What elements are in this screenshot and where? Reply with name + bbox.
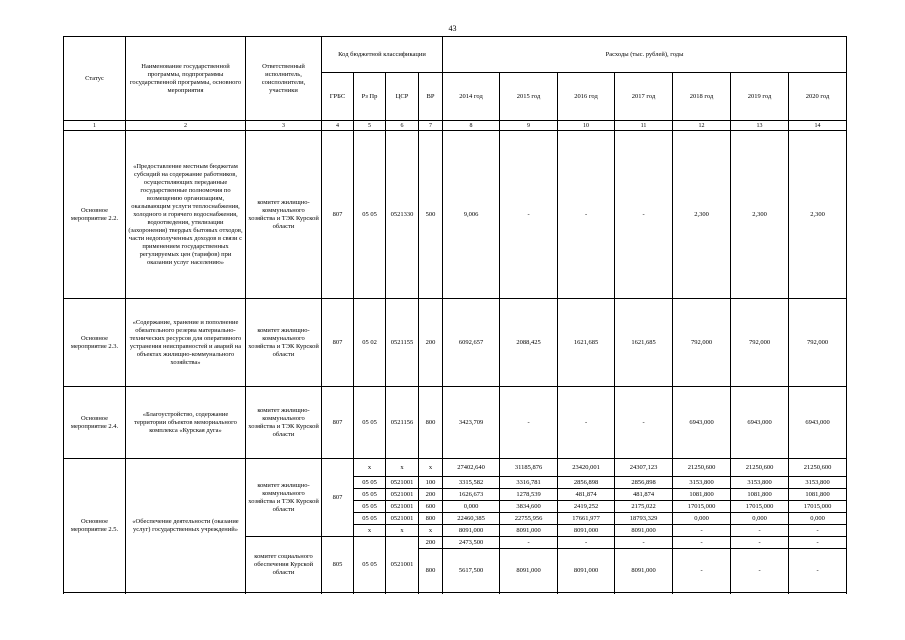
cell-value: 3316,781 [500,477,558,489]
header-year: 2020 год [789,73,847,121]
cell-grbs: 807 [322,299,354,387]
cell-rzpr: 05 05 [354,537,386,593]
cell-value: 1626,673 [443,489,500,501]
cell-rzpr: х [354,459,386,477]
col-number: 11 [615,121,673,131]
row-status: Основное мероприятие 2.3. [64,299,126,387]
cell-value: 17015,000 [789,501,847,513]
cell-csr: х [386,459,419,477]
cell-value: 8091,000 [558,549,615,593]
col-number: 7 [419,121,443,131]
row-executor: комитет социального обеспечения Курской области [246,537,322,593]
col-number: 13 [731,121,789,131]
col-number: 6 [386,121,419,131]
cell-value: 792,000 [789,299,847,387]
cell-value: 9,006 [443,131,500,299]
cell-value: 6943,000 [789,387,847,459]
cell-value: 481,874 [615,489,673,501]
header-year: 2019 год [731,73,789,121]
header-year: 2017 год [615,73,673,121]
cell-value: 2,300 [789,131,847,299]
cell-value: 8091,000 [615,525,673,537]
cell-value: - [615,131,673,299]
cell-value: 31185,876 [500,459,558,477]
cell-value: 21250,600 [789,459,847,477]
header-year: 2015 год [500,73,558,121]
cell-rzpr: 05 05 [354,131,386,299]
header-year: 2018 год [673,73,731,121]
col-number: 12 [673,121,731,131]
col-number: 4 [322,121,354,131]
cell-csr: 0521001 [386,501,419,513]
cell-value: 22755,956 [500,513,558,525]
header-status: Статус [64,37,126,121]
cell-value: 2856,898 [558,477,615,489]
cell-vr: 200 [419,299,443,387]
cell-value: 27402,640 [443,459,500,477]
cell-csr: 0521155 [386,299,419,387]
row-status: Основное мероприятие 2.4. [64,387,126,459]
cell-value: 8091,000 [443,525,500,537]
row-executor: комитет жилищно-коммунального хозяйства и ТЭК Курской области [246,459,322,537]
cell-value: - [500,131,558,299]
cell-value: 6092,657 [443,299,500,387]
row-name: «Обеспечение деятельности (оказание услуг) государственных учреждений» [126,459,246,593]
cell-vr: 500 [419,131,443,299]
cell-value: 1278,539 [500,489,558,501]
cell-csr: 0521001 [386,537,419,593]
cell-value: - [558,131,615,299]
header-year: 2014 год [443,73,500,121]
header-budget-code: Код бюджетной классификации [322,37,443,73]
cell-value: 2419,252 [558,501,615,513]
cell-csr: х [386,525,419,537]
cell-value: 0,000 [789,513,847,525]
col-number: 5 [354,121,386,131]
cell-value: - [789,549,847,593]
row-executor: комитет жилищно-коммунального хозяйства и ТЭК Курской области [246,299,322,387]
budget-table [63,36,847,593]
cell-value: 23420,001 [558,459,615,477]
cell-value: 1081,800 [789,489,847,501]
row-executor: комитет жилищно-коммунального хозяйства и ТЭК Курской области [246,131,322,299]
cell-value: - [731,537,789,549]
cell-value: 0,000 [443,501,500,513]
header-grbs: ГРБС [322,73,354,121]
cell-value: - [673,549,731,593]
cell-vr: 100 [419,477,443,489]
cell-value: 2,300 [731,131,789,299]
cell-value: 8091,000 [500,549,558,593]
cell-value: 3834,600 [500,501,558,513]
cell-vr: 800 [419,549,443,593]
cell-value: - [673,525,731,537]
cell-vr: 600 [419,501,443,513]
col-number: 3 [246,121,322,131]
col-number: 1 [64,121,126,131]
cell-value: - [789,525,847,537]
col-number: 14 [789,121,847,131]
cell-value: 2175,022 [615,501,673,513]
cell-value: 8091,000 [558,525,615,537]
cell-value: - [731,549,789,593]
cell-value: 1621,685 [615,299,673,387]
table-row [64,459,847,477]
header-csr: ЦСР [386,73,419,121]
cell-vr: 200 [419,489,443,501]
cell-value: 3153,800 [789,477,847,489]
cell-grbs: 805 [322,537,354,593]
cell-value: 21250,600 [731,459,789,477]
cell-value: 18793,329 [615,513,673,525]
cell-value: 17015,000 [673,501,731,513]
cell-csr: 0521001 [386,513,419,525]
cell-value: 6943,000 [673,387,731,459]
header-year: 2016 год [558,73,615,121]
cell-value: 3153,800 [673,477,731,489]
cell-value: 792,000 [673,299,731,387]
page-number: 43 [448,24,457,33]
cell-value: 8091,000 [615,549,673,593]
cell-grbs: 807 [322,131,354,299]
col-number: 8 [443,121,500,131]
row-executor: комитет жилищно-коммунального хозяйства и ТЭК Курской области [246,387,322,459]
cell-value: - [673,537,731,549]
cell-value: - [558,387,615,459]
cell-value: - [731,525,789,537]
cell-grbs: 807 [322,387,354,459]
table-row [64,387,847,459]
cell-vr: 800 [419,387,443,459]
cell-value: 17015,000 [731,501,789,513]
cell-value: 0,000 [673,513,731,525]
header-expenses: Расходы (тыс. рублей), годы [443,37,847,73]
cell-value: 5617,500 [443,549,500,593]
cell-rzpr: 05 05 [354,387,386,459]
row-name: «Содержание, хранение и пополнение обязательного резерва материально-технических ресурсов для оперативного устранения неисправностей и аварий на объектах жилищно-коммунального хозяйства» [126,299,246,387]
cell-value: - [615,387,673,459]
cell-rzpr: 05 05 [354,513,386,525]
cell-value: 21250,600 [673,459,731,477]
col-number: 10 [558,121,615,131]
col-number: 2 [126,121,246,131]
cell-value: 3423,709 [443,387,500,459]
cell-value: 2,300 [673,131,731,299]
row-status: Основное мероприятие 2.2. [64,131,126,299]
cell-value: 8091,000 [500,525,558,537]
cell-csr: 0521001 [386,489,419,501]
cell-value: 3153,800 [731,477,789,489]
cell-value: 22460,385 [443,513,500,525]
cell-grbs: 807 [322,459,354,537]
table-row [64,299,847,387]
cell-value: 792,000 [731,299,789,387]
header-name: Наименование государственной программы, подпрограммы государственной программы, основного мероприятия [126,37,246,121]
cell-value: 1621,685 [558,299,615,387]
cell-value: - [789,537,847,549]
cell-csr: 0521001 [386,477,419,489]
header-vr: ВР [419,73,443,121]
cell-rzpr: 05 02 [354,299,386,387]
cell-rzpr: 05 05 [354,477,386,489]
cell-value: 481,874 [558,489,615,501]
cell-rzpr: х [354,525,386,537]
cell-value: 6943,000 [731,387,789,459]
table-row [64,131,847,299]
cell-vr: х [419,525,443,537]
header-executor: Ответственный исполнитель, соисполнители, участники [246,37,322,121]
cell-rzpr: 05 05 [354,501,386,513]
cell-value: 2856,898 [615,477,673,489]
col-number: 9 [500,121,558,131]
cell-vr: 200 [419,537,443,549]
cell-value: 3315,582 [443,477,500,489]
row-name: «Благоустройство, содержание территории объектов мемориального комплекса «Курская дуга» [126,387,246,459]
row-name: «Предоставление местным бюджетам субсидий на содержание работников, осуществляющих переданные государственные полномочия по возмещению организациям, оказывающим услуги теплоснабжения, холодного и горячего водоснабжения, водоотведения, утилизации (захоронения) твердых бытовых отходов, части недополученных доходов в связи с применением государственных регулируемых цен (тарифов) при оказании услуг населению» [126,131,246,299]
row-status: Основное мероприятие 2.5. [64,459,126,593]
header-rzpr: Рз Пр [354,73,386,121]
cell-vr: х [419,459,443,477]
cell-value: 1081,800 [731,489,789,501]
cell-value: 2088,425 [500,299,558,387]
cell-value: - [558,537,615,549]
cell-value: 17661,977 [558,513,615,525]
cell-value: - [615,537,673,549]
cell-value: 1081,800 [673,489,731,501]
cell-rzpr: 05 05 [354,489,386,501]
cell-csr: 0521156 [386,387,419,459]
cell-vr: 800 [419,513,443,525]
cell-value: - [500,387,558,459]
cell-value: 0,000 [731,513,789,525]
cell-value: - [500,537,558,549]
cell-csr: 0521330 [386,131,419,299]
cell-value: 24307,123 [615,459,673,477]
cell-value: 2473,500 [443,537,500,549]
